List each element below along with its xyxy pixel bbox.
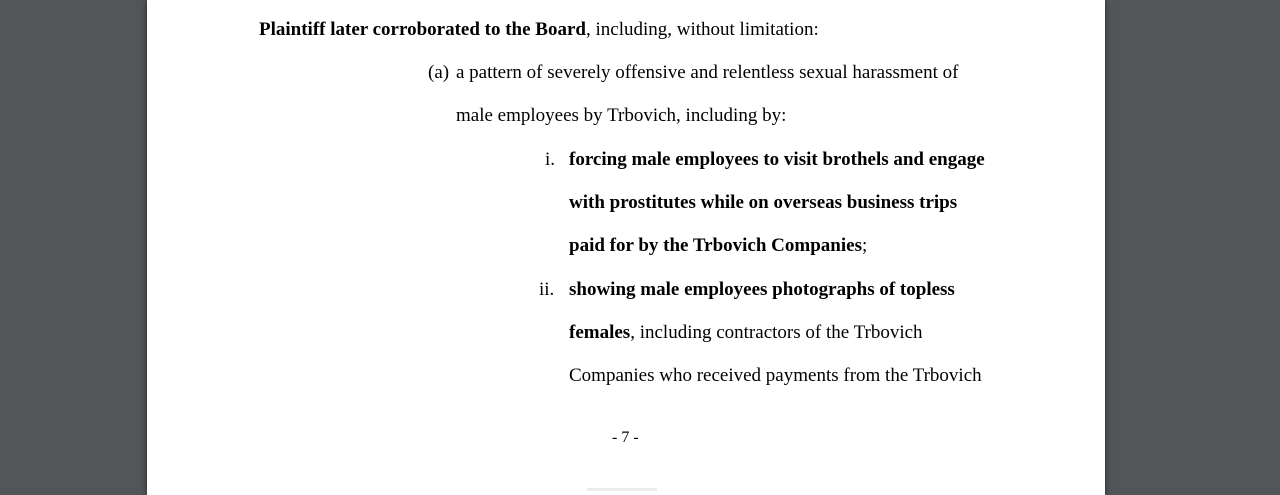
intro-paragraph-line	[259, 19, 819, 41]
item-i-line-3-rest: ;	[861, 235, 868, 256]
item-ii-marker: ii.	[539, 279, 555, 300]
page-number: - 7 -	[612, 429, 639, 446]
item-a-line-1: a pattern of severely offensive and relentless sexual harassment of	[456, 62, 959, 83]
item-a-line-2: male employees by Trbovich, including by:	[456, 105, 787, 126]
item-ii-line-2	[569, 322, 923, 344]
document-page	[147, 0, 1105, 495]
item-a-marker: (a)	[428, 62, 450, 83]
intro-bold-text: Plaintiff later corroborated to the Board	[259, 19, 586, 40]
item-ii-line-2-bold: females	[569, 322, 631, 343]
item-i-line-2: with prostitutes while on overseas business trips	[569, 192, 958, 213]
item-ii-line-2-rest: , including contractors of the Trbovich	[630, 322, 923, 343]
item-i-line-3	[569, 235, 867, 257]
item-i-marker: i.	[545, 149, 556, 170]
item-i-line-3-bold: paid for by the Trbovich Companies	[569, 235, 862, 256]
item-ii-line-1: showing male employees photographs of topless	[569, 279, 955, 300]
item-i-line-1: forcing male employees to visit brothels and engage	[569, 149, 985, 170]
next-page-edge	[587, 488, 657, 491]
item-ii-line-3: Companies who received payments from the Trbovich	[569, 365, 982, 386]
intro-rest-text: , including, without limitation:	[585, 19, 819, 40]
